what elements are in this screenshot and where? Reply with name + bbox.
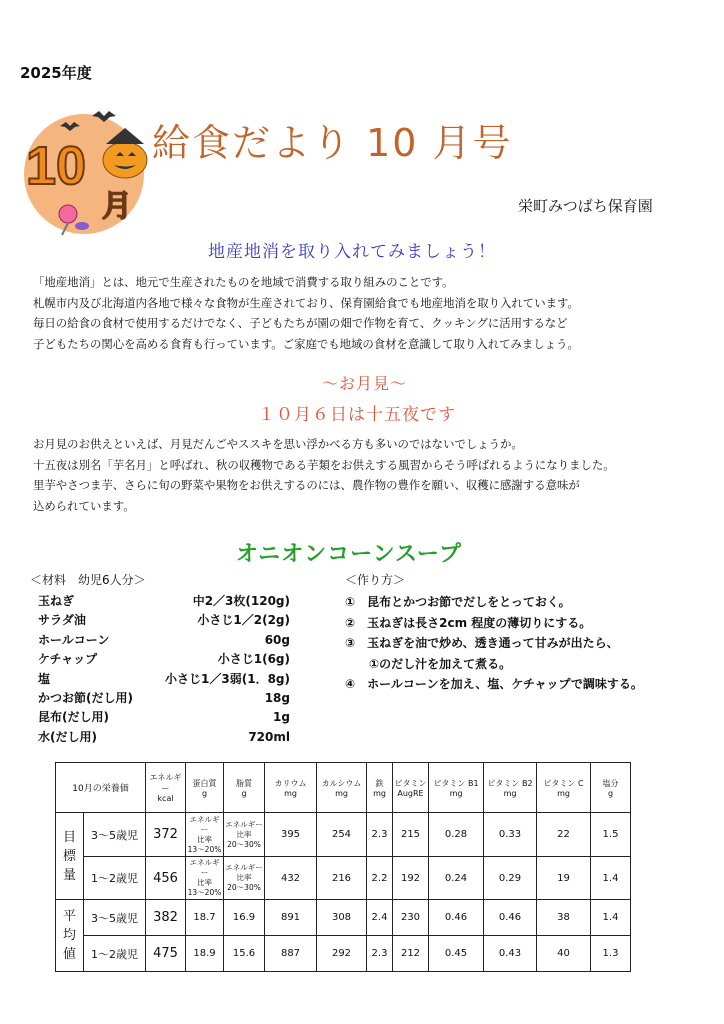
- ingredient-name: ケチャップ: [38, 652, 98, 667]
- direction-step: ② 玉ねぎは長さ2cm 程度の薄切りにする。: [345, 615, 592, 630]
- ingredient-row: [38, 631, 290, 650]
- table-cell: 891: [265, 900, 317, 936]
- ingredient-qty: 60g: [264, 632, 290, 647]
- directions-list: [345, 592, 715, 695]
- directions-heading: ＜作り方＞: [345, 573, 406, 587]
- recipe-title: オニオンコーンスープ: [236, 542, 462, 567]
- table-cell: 18.7: [186, 900, 224, 936]
- header-cell: カルシウム mg: [317, 763, 367, 813]
- table-cell: 308: [317, 900, 367, 936]
- table-cell: 230: [393, 900, 429, 936]
- table-row: [56, 857, 631, 900]
- direction-step: ③ 玉ねぎを油で炒め、透き通って甘みが出たら、: [345, 636, 619, 650]
- section1-heading: 地産地消を取り入れてみましょう！: [208, 242, 496, 262]
- table-cell: エネルギー 比率 13～20%: [186, 813, 224, 857]
- table-cell: 216: [317, 857, 367, 900]
- table-cell: 0.33: [484, 813, 537, 857]
- table-cell: 2.3: [367, 813, 393, 857]
- ingredient-row: [38, 708, 290, 727]
- table-cell: 382: [146, 900, 186, 936]
- section2-subheading: １０月６日は十五夜です: [258, 405, 456, 425]
- ingredient-name: ホールコーン: [38, 632, 110, 647]
- section2-heading: ～お月見～: [322, 374, 408, 393]
- ingredient-qty: 小さじ1／3弱(1．8g): [165, 671, 290, 686]
- header-cell: ビタミン AugRE: [393, 763, 429, 813]
- section1-body: [33, 272, 579, 354]
- paragraph-line: 札幌市内及び北海道内各地で様々な食物が生産されており、保育園給食でも地産地消を取り入れています。: [33, 295, 579, 310]
- ingredient-qty: 中2／3枚(120g): [192, 594, 290, 608]
- table-cell: 887: [265, 936, 317, 972]
- ingredient-row: [38, 650, 290, 669]
- table-cell: 2.2: [367, 857, 393, 900]
- table-cell: 16.9: [224, 900, 265, 936]
- table-cell: 432: [265, 857, 317, 900]
- table-cell: 395: [265, 813, 317, 857]
- table-cell: エネルギー 比率 20～30%: [224, 857, 265, 900]
- table-cell: 2.3: [367, 936, 393, 972]
- ingredient-row: [38, 611, 290, 630]
- school-name: 栄町みつばち保育園: [518, 197, 653, 215]
- table-cell: 456: [146, 857, 186, 900]
- halloween-badge-icon: [22, 108, 162, 238]
- ingredient-row: [38, 728, 290, 747]
- direction-step: ④ ホールコーンを加え、塩、ケチャップで調味する。: [345, 677, 643, 691]
- table-cell: 1～2歳児: [84, 857, 146, 900]
- table-cell: 3～5歳児: [84, 900, 146, 936]
- header-cell: ビタミン B2 mg: [484, 763, 537, 813]
- group-label: 平 均 値: [56, 900, 84, 972]
- table-cell: エネルギー 比率 13～20%: [186, 857, 224, 900]
- year-label: 2025年度: [20, 64, 92, 82]
- ingredient-name: サラダ油: [38, 613, 86, 628]
- direction-step: ①のだし汁を加えて煮る。: [345, 656, 512, 671]
- ingredient-qty: 小さじ1／2(2g): [197, 613, 290, 628]
- table-cell: 0.46: [429, 900, 484, 936]
- table-header-row: [56, 763, 631, 813]
- ingredient-qty: 720ml: [248, 729, 290, 744]
- table-cell: 2.4: [367, 900, 393, 936]
- table-cell: 3～5歳児: [84, 813, 146, 857]
- ingredient-name: かつお節(だし用): [38, 690, 133, 705]
- paragraph-line: 十五夜は別名「芋名月」と呼ばれ、秋の収穫物である芋類をお供えする風習からそう呼ばれるようになりました。: [33, 457, 615, 472]
- table-cell: 292: [317, 936, 367, 972]
- table-cell: 254: [317, 813, 367, 857]
- header-cell: ビタミン B1 mg: [429, 763, 484, 813]
- table-cell: 1.5: [591, 813, 631, 857]
- ingredient-row: [38, 670, 290, 689]
- header-cell: 脂質 g: [224, 763, 265, 813]
- ingredient-name: 玉ねぎ: [38, 594, 75, 608]
- header-cell: エネルギー kcal: [146, 763, 186, 813]
- table-cell: 40: [537, 936, 591, 972]
- paragraph-line: 子どもたちの関心を高める食育も行っています。ご家庭でも地域の食材を意識して取り入れてみましょう。: [33, 336, 579, 351]
- table-cell: 212: [393, 936, 429, 972]
- group-label: 目 標 量: [56, 813, 84, 900]
- october-badge: [22, 108, 162, 238]
- header-cell: 蛋白質 g: [186, 763, 224, 813]
- table-cell: 0.24: [429, 857, 484, 900]
- table-cell: 0.29: [484, 857, 537, 900]
- table-cell: 1.4: [591, 857, 631, 900]
- ingredients-list: [38, 592, 290, 747]
- table-row: [56, 936, 631, 972]
- table-cell: 38: [537, 900, 591, 936]
- paragraph-line: お月見のお供えといえば、月見だんごやススキを思い浮かべる方も多いのではないでしょうか。: [33, 437, 523, 451]
- paragraph-line: 毎日の給食の食材で使用するだけでなく、子どもたちが園の畑で作物を育て、クッキングに活用するなど: [33, 316, 568, 330]
- table-cell: 192: [393, 857, 429, 900]
- table-row: [56, 813, 631, 857]
- table-cell: 1～2歳児: [84, 936, 146, 972]
- ingredients-heading: ＜材料 幼児6人分＞: [30, 573, 146, 587]
- direction-step: ① 昆布とかつお節でだしをとっておく。: [345, 595, 571, 609]
- paragraph-line: 込められています。: [33, 498, 135, 513]
- svg-text:月: 月: [102, 189, 132, 224]
- table-cell: 18.9: [186, 936, 224, 972]
- table-cell: 0.45: [429, 936, 484, 972]
- ingredient-qty: 小さじ1(6g): [217, 652, 290, 667]
- table-cell: 1.4: [591, 900, 631, 936]
- header-cell: カリウム mg: [265, 763, 317, 813]
- ingredient-qty: 18g: [264, 690, 290, 705]
- table-cell: 1.3: [591, 936, 631, 972]
- svg-text:10: 10: [26, 136, 87, 196]
- table-cell: 0.46: [484, 900, 537, 936]
- header-cell: 塩分 g: [591, 763, 631, 813]
- table-cell: 15.6: [224, 936, 265, 972]
- newsletter-title: 給食だより 10 月号: [152, 121, 513, 165]
- table-cell: 0.43: [484, 936, 537, 972]
- paragraph-line: 里芋やさつま芋、さらに旬の野菜や果物をお供えするのには、農作物の豊作を願い、収穫に感謝する意味が: [33, 478, 580, 492]
- ingredient-row: [38, 592, 290, 611]
- table-corner: 10月の栄養価: [56, 763, 146, 813]
- section2-body: [33, 434, 615, 516]
- paragraph-line: 「地産地消」とは、地元で生産されたものを地域で消費する取り組みのことです。: [33, 275, 454, 289]
- header-cell: 鉄 mg: [367, 763, 393, 813]
- ingredient-name: 昆布(だし用): [38, 710, 109, 725]
- table-cell: 19: [537, 857, 591, 900]
- ingredient-name: 水(だし用): [38, 729, 97, 744]
- table-cell: 22: [537, 813, 591, 857]
- table-cell: 0.28: [429, 813, 484, 857]
- header-cell: ビタミン C mg: [537, 763, 591, 813]
- ingredient-name: 塩: [38, 671, 51, 686]
- table-cell: 475: [146, 936, 186, 972]
- table-cell: 372: [146, 813, 186, 857]
- ingredient-qty: 1g: [273, 710, 290, 725]
- table-cell: 215: [393, 813, 429, 857]
- nutrition-table: [55, 762, 631, 972]
- table-cell: エネルギー 比率 20～30%: [224, 813, 265, 857]
- ingredient-row: [38, 689, 290, 708]
- table-row: [56, 900, 631, 936]
